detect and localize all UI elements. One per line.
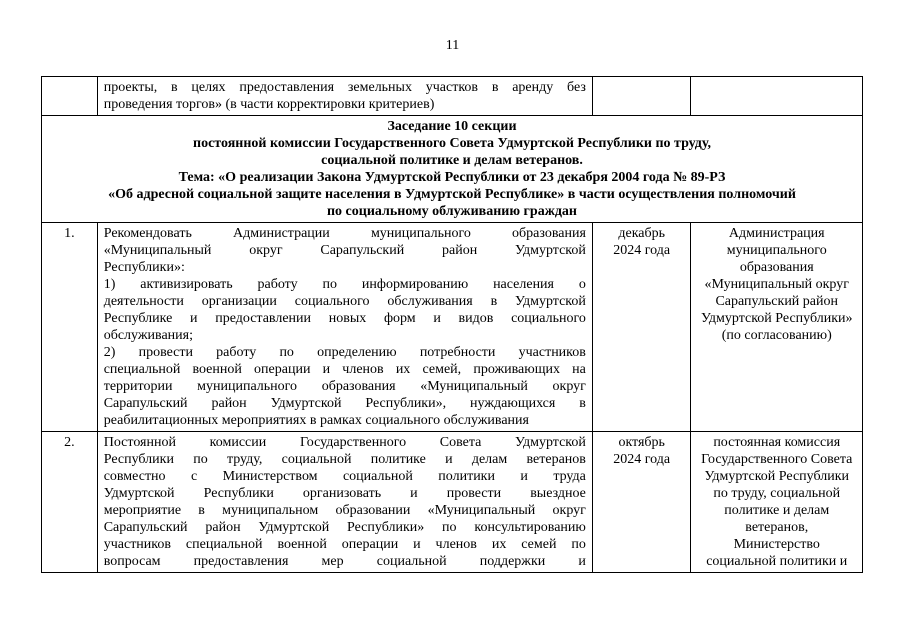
responsible-line: Министерство: [733, 537, 820, 552]
text-line: территории муниципального образования «Муниципальный округ: [103, 379, 586, 394]
text-line: мероприятие в муниципальном образовании «Муниципальный округ: [103, 503, 586, 518]
cell-date: [592, 77, 691, 116]
responsible-line: ветеранов,: [745, 520, 809, 535]
section-heading: [42, 116, 863, 223]
responsible-line: социальной политики и: [706, 554, 848, 569]
text-line: Сарапульский район Удмуртской Республики», нуждающихся в: [103, 396, 586, 411]
plan-table: [41, 76, 863, 573]
text-line: Республики по труду, социальной политике и делам ветеранов: [103, 452, 586, 467]
responsible-line: Удмуртской Республики: [704, 469, 850, 484]
text-line: обслуживания;: [103, 328, 193, 343]
heading-line: «Об адресной социальной защите населения в Удмуртской Республике» в части осуществления полномочий: [108, 187, 796, 202]
heading-line: постоянной комиссии Государственного Совета Удмуртской Республики по труду,: [193, 136, 711, 151]
heading-line: Тема: «О реализации Закона Удмуртской Республики от 23 декабря 2004 года № 89-РЗ: [178, 170, 726, 185]
cell-text: [97, 223, 592, 432]
text-line: участников специальной военной операции и членов их семей по: [103, 537, 586, 552]
responsible-line: Администрация: [728, 226, 825, 241]
cell-num: [42, 77, 98, 116]
text-line: 2) провести работу по определению потребности участников: [103, 345, 586, 360]
text-line: совместно с Министерством социальной политики и труда: [103, 469, 586, 484]
text-line: Республике и предоставлении новых форм и видов социального: [103, 311, 586, 326]
text-line: реабилитационных мероприятиях в рамках социального обслуживания: [103, 413, 529, 428]
cell-text: [97, 77, 592, 116]
table-row: [42, 432, 863, 573]
page-number: 11: [445, 38, 460, 53]
text-line: Удмуртской Республики организовать и провести выездное: [103, 486, 586, 501]
table-row: [42, 77, 863, 116]
cell-responsible: [691, 77, 863, 116]
date-line: 2024 года: [613, 243, 671, 258]
responsible-line: Удмуртской Республики»: [700, 311, 853, 326]
responsible-line: образования: [739, 260, 814, 275]
text-line: проекты, в целях предоставления земельных участков в аренду без: [103, 80, 586, 95]
responsible-line: по труду, социальной: [713, 486, 841, 501]
table-row: [42, 223, 863, 432]
cell-date: [592, 223, 691, 432]
responsible-line: (по согласованию): [721, 328, 832, 343]
text-line: Постоянной комиссии Государственного Совета Удмуртской: [103, 435, 586, 450]
text-line: проведения торгов» (в части корректировки критериев): [103, 97, 435, 112]
text-line: Республики»:: [103, 260, 185, 275]
responsible-line: «Муниципальный округ: [704, 277, 849, 292]
heading-line: социальной политике и делам ветеранов.: [321, 153, 583, 168]
cell-num: 1.: [42, 223, 98, 432]
responsible-line: политике и делам: [724, 503, 830, 518]
responsible-line: Сарапульский район: [715, 294, 838, 309]
cell-date: [592, 432, 691, 573]
cell-num: 2.: [42, 432, 98, 573]
date-line: 2024 года: [613, 452, 671, 467]
responsible-line: постоянная комиссия: [713, 435, 841, 450]
responsible-line: Государственного Совета: [701, 452, 853, 467]
cell-responsible: [691, 432, 863, 573]
heading-line: Заседание 10 секции: [387, 119, 517, 134]
text-line: вопросам предоставления мер социальной поддержки и: [103, 554, 586, 569]
responsible-line: муниципального: [726, 243, 827, 258]
text-line: деятельности организации социального обслуживания в Удмуртской: [103, 294, 586, 309]
date-line: октябрь: [618, 435, 665, 450]
section-heading-row: [42, 116, 863, 223]
text-line: Рекомендовать Администрации муниципального образования: [103, 226, 586, 241]
text-line: специальной военной операции и членов их семей, проживающих на: [103, 362, 586, 377]
cell-responsible: [691, 223, 863, 432]
text-line: Сарапульский район Удмуртской Республики» по консультированию: [103, 520, 586, 535]
text-line: 1) активизировать работу по информированию населения о: [103, 277, 586, 292]
heading-line: по социальному облуживанию граждан: [326, 204, 577, 219]
date-line: декабрь: [618, 226, 666, 241]
cell-text: [97, 432, 592, 573]
text-line: «Муниципальный округ Сарапульский район Удмуртской: [103, 243, 586, 258]
